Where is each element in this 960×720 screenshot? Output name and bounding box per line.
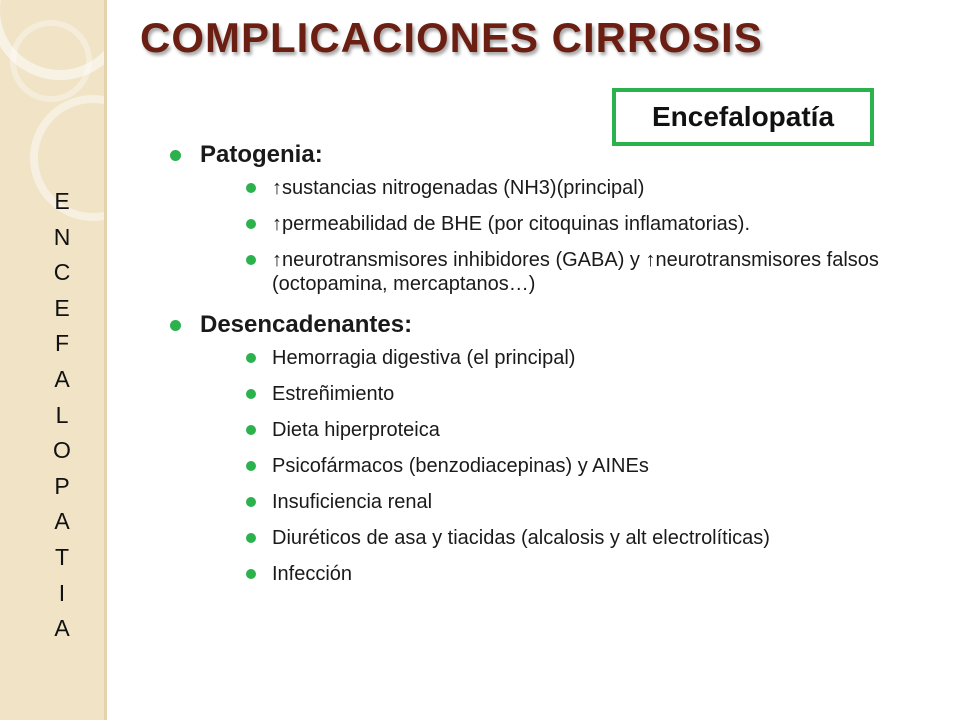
bullet-icon (246, 461, 256, 471)
list-item (166, 526, 906, 550)
list-item (166, 346, 906, 370)
bullet-icon (246, 497, 256, 507)
bullet-icon (246, 183, 256, 193)
list-item-text: Insuficiencia renal (272, 491, 433, 513)
list-item (166, 382, 906, 406)
bullet-icon (246, 533, 256, 543)
vertical-word (44, 184, 80, 647)
vertical-letter: A (54, 615, 70, 642)
list-item (166, 212, 906, 236)
vertical-letter: T (54, 543, 70, 570)
list-item-text: Psicofármacos (benzodiacepinas) y AINEs (272, 455, 649, 477)
list-item (166, 248, 906, 296)
list-item-text: Diuréticos de asa y tiacidas (alcalosis y alt electrolíticas) (272, 527, 770, 549)
vertical-letter: A (54, 508, 70, 535)
vertical-letter: E (54, 294, 70, 321)
list-item (166, 454, 906, 478)
bullet-icon (246, 255, 256, 265)
bullet-icon (170, 150, 181, 161)
slide-content (166, 138, 906, 598)
topic-badge: Encefalopatía (612, 88, 874, 146)
vertical-letter: A (54, 365, 70, 392)
vertical-letter: N (53, 223, 71, 250)
bullet-icon (246, 219, 256, 229)
vertical-letter: F (54, 330, 70, 357)
bullet-icon (246, 569, 256, 579)
list-item-text: Estreñimiento (272, 383, 395, 405)
section-heading-text: Desencadenantes: (200, 311, 413, 338)
list-item (166, 562, 906, 586)
bullet-list (166, 176, 906, 296)
list-item-text: ↑permeabilidad de BHE (por citoquinas inflamatorias). (272, 213, 751, 235)
section-heading (166, 308, 906, 342)
vertical-letter: C (53, 259, 71, 286)
sidebar-divider (104, 0, 107, 720)
vertical-letter: I (58, 579, 66, 606)
bullet-icon (170, 320, 181, 331)
list-item-text: Hemorragia digestiva (el principal) (272, 347, 576, 369)
list-item (166, 490, 906, 514)
list-item-text: Dieta hiperproteica (272, 419, 440, 441)
vertical-letter: L (55, 401, 69, 428)
vertical-letter: E (54, 188, 70, 214)
bullet-icon (246, 353, 256, 363)
list-item-text: ↑sustancias nitrogenadas (NH3)(principal) (272, 177, 645, 199)
list-item (166, 418, 906, 442)
bullet-list (166, 346, 906, 586)
section-heading-text: Patogenia: (200, 141, 323, 168)
vertical-letter: O (53, 437, 71, 464)
bullet-icon (246, 425, 256, 435)
vertical-letter: P (54, 472, 70, 499)
section-heading (166, 138, 906, 172)
bullet-icon (246, 389, 256, 399)
decorative-ring (10, 20, 92, 102)
list-item-text: ↑neurotransmisores inhibidores (GABA) y ↑neurotransmisores falsos (octopamina, mercaptanos…) (272, 249, 879, 295)
sidebar-panel (0, 0, 104, 720)
list-item-text: Infección (272, 563, 353, 585)
list-item (166, 176, 906, 200)
slide-title: COMPLICACIONES CIRROSIS (140, 14, 763, 61)
